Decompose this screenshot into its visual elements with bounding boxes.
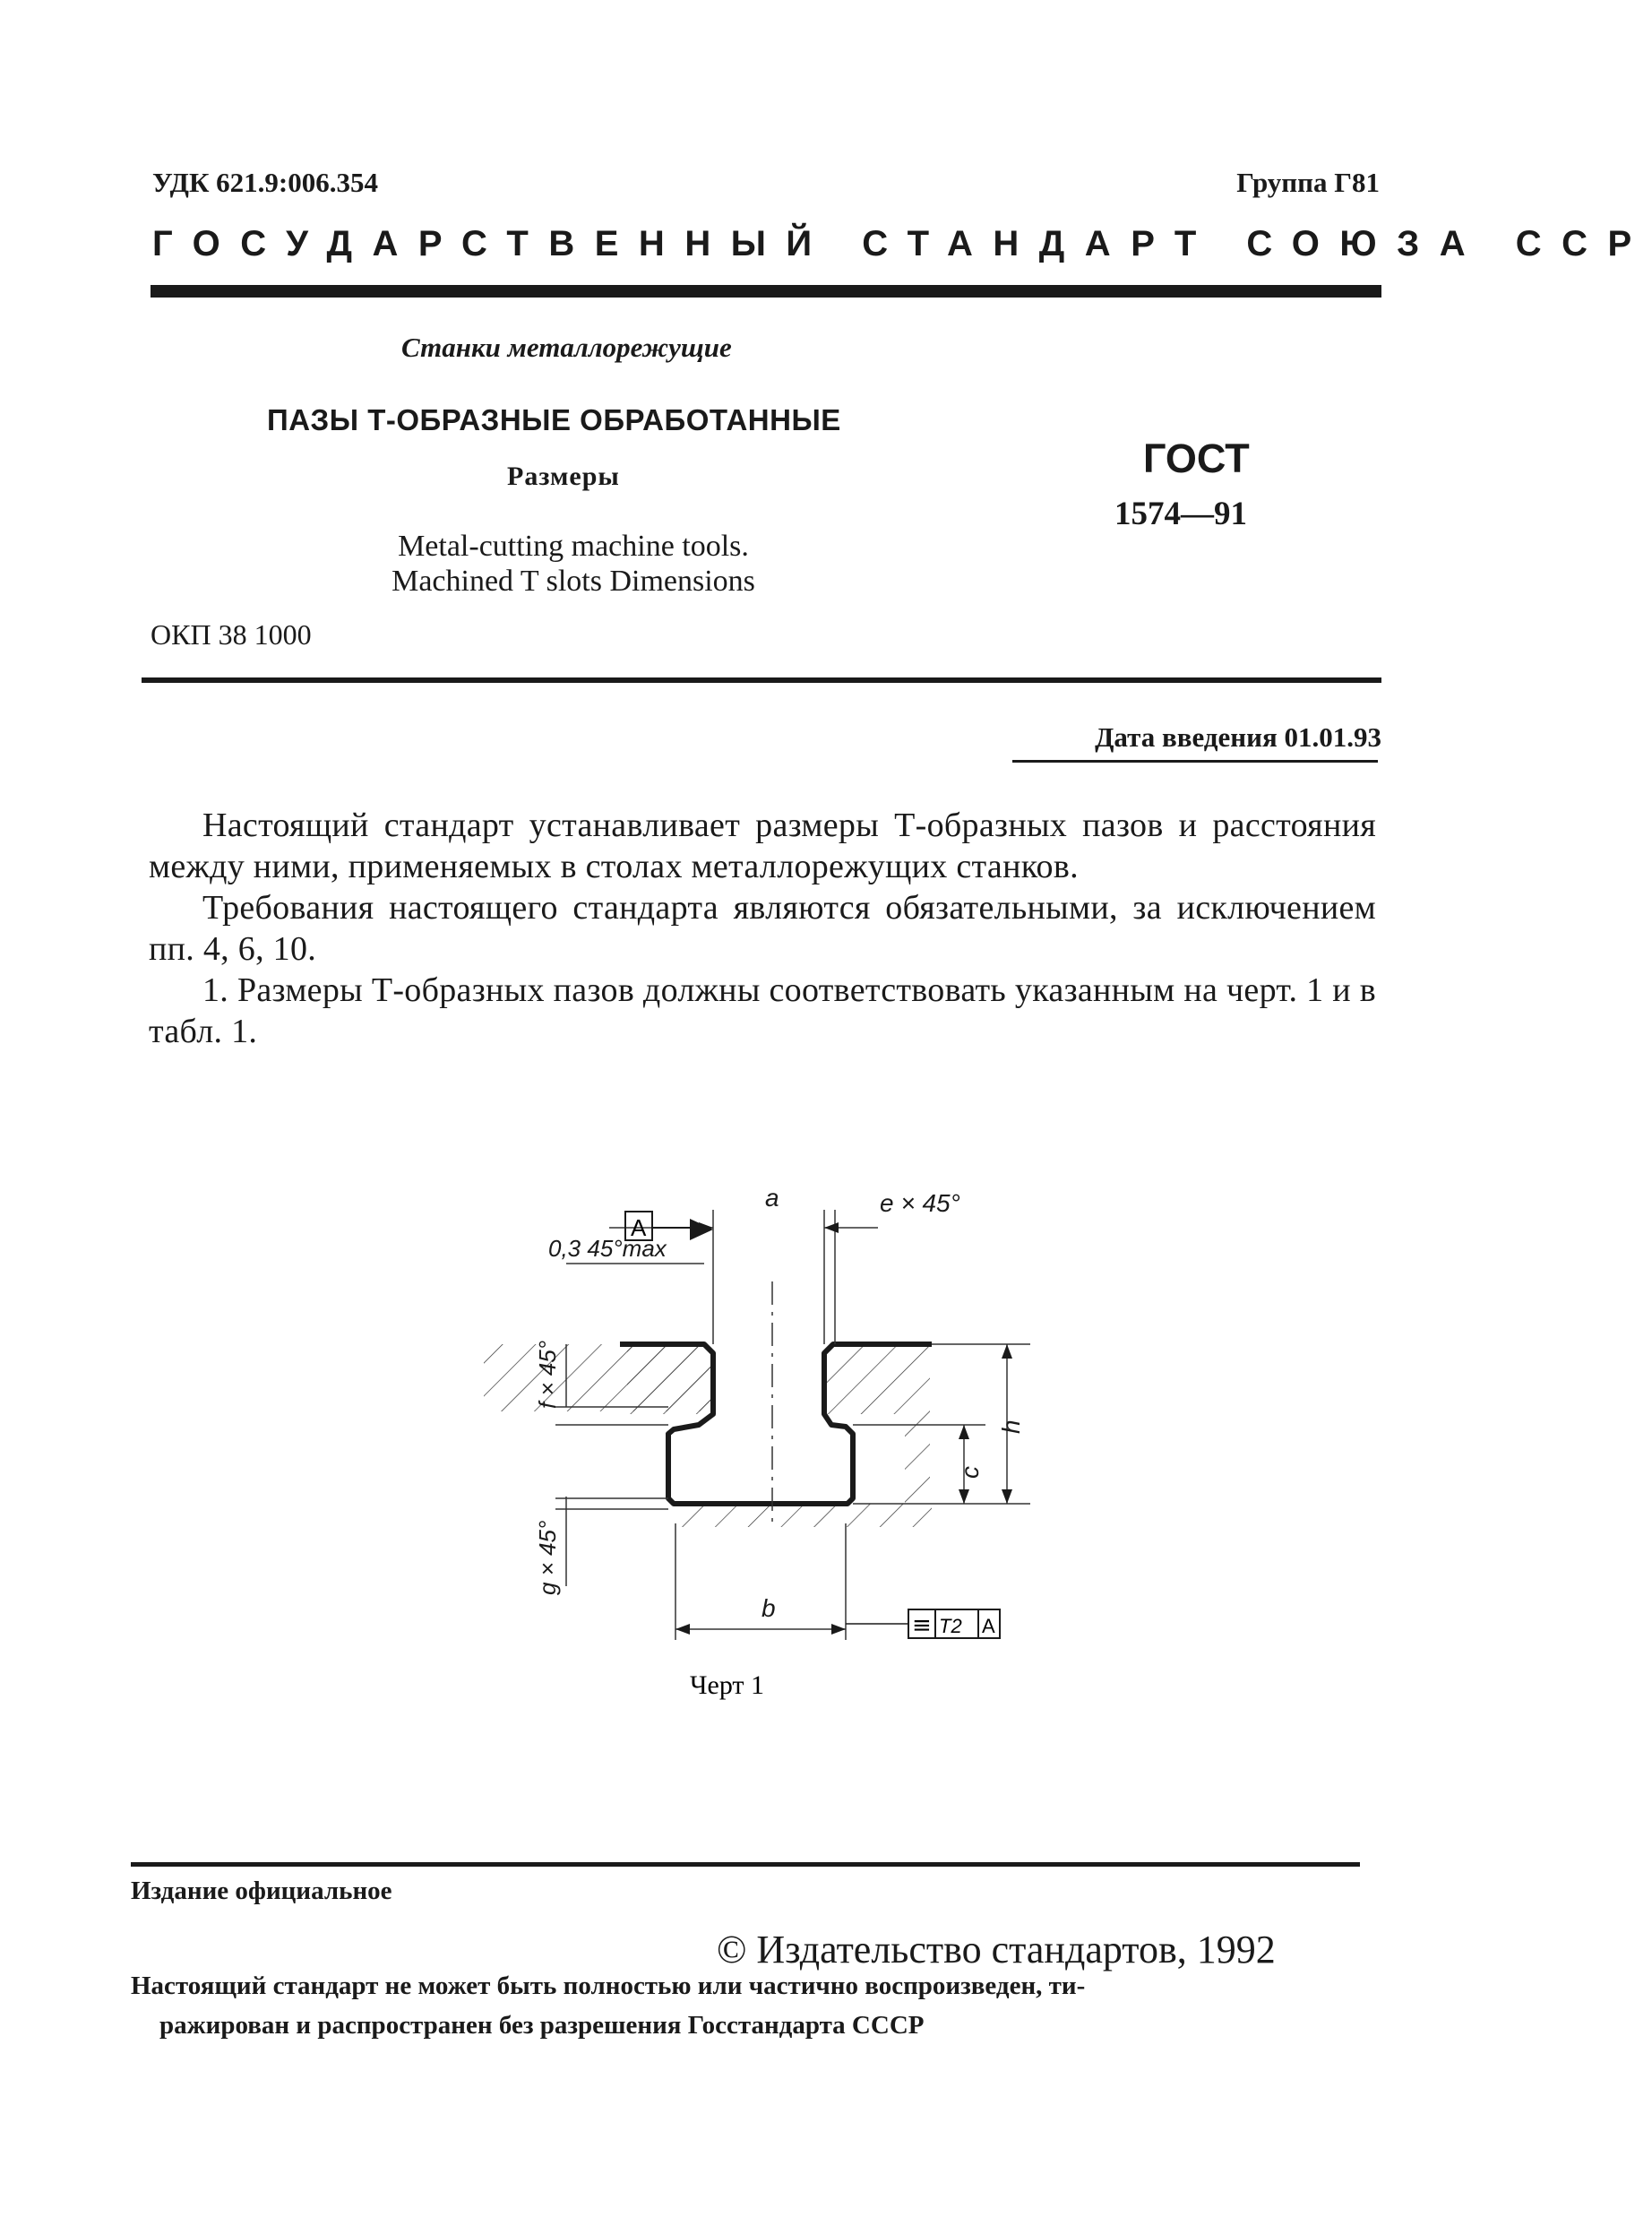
date-underline [1012, 760, 1378, 763]
label-g: g × 45° [534, 1520, 561, 1595]
tolerance-frame [846, 1609, 1000, 1639]
paragraph-scope: Настоящий стандарт устанавливает размеры Т-образных пазов и расстояния между ними, применяемых в столах металлорежущих станков. [149, 807, 1376, 885]
footer-rule [131, 1862, 1360, 1867]
label-c: c [956, 1466, 984, 1479]
drawing-caption: Черт 1 [690, 1670, 765, 1700]
label-f: f × 45° [534, 1340, 561, 1409]
group-code: Группа Г81 [1236, 167, 1380, 198]
edition-label: Издание официальное [131, 1877, 392, 1905]
label-03: 0,3 45°max [548, 1235, 667, 1262]
okp-code: ОКП 38 1000 [151, 618, 312, 651]
subtitle: Станки металлорежущие [401, 332, 732, 363]
state-standard-heading: ГОСУДАРСТВЕННЫЙ СТАНДАРТ СОЮЗА ССР [152, 224, 1652, 263]
notice-line-1: Настоящий стандарт не может быть полностью или частично воспроизведен, ти- [131, 1971, 1086, 2000]
gost-number: 1574—91 [1114, 496, 1247, 532]
paragraph-requirements: Требования настоящего стандарта являются обязательными, за исключением пп. 4, 6, 10. [149, 889, 1376, 968]
gost-label: ГОСТ [1143, 436, 1250, 481]
title-dimensions: Размеры [507, 462, 620, 491]
english-title [349, 529, 797, 599]
document-title: ПАЗЫ Т-ОБРАЗНЫЕ ОБРАБОТАННЫЕ [267, 403, 841, 436]
copyright: © Издательство стандартов, 1992 [717, 1928, 1276, 1971]
notice-line-2: ражирован и распространен без разрешения Госстандарта СССР [159, 2011, 925, 2040]
t-slot-drawing [484, 1165, 1057, 1700]
label-b: b [761, 1594, 776, 1622]
udk-code: УДК 621.9:006.354 [152, 167, 378, 198]
english-title-line-1: Metal-cutting machine tools. [398, 530, 749, 563]
header-rule [151, 285, 1381, 298]
label-a: a [765, 1184, 779, 1212]
paragraph-clause-1: 1. Размеры Т-образных пазов должны соответствовать указанным на черт. 1 и в табл. 1. [149, 971, 1376, 1050]
reproduction-notice [131, 1966, 1367, 2045]
tolerance-datum: A [982, 1615, 995, 1637]
label-h: h [997, 1419, 1025, 1434]
symmetry-icon: ≡ [912, 1612, 932, 1639]
introduction-date: Дата введения 01.01.93 [1095, 721, 1381, 753]
datum-label: A [631, 1214, 647, 1241]
english-title-line-2: Machined T slots Dimensions [391, 565, 755, 598]
t-slot-figure [484, 1165, 1057, 1700]
tolerance-value: T2 [939, 1615, 962, 1637]
datum-triangle [690, 1219, 713, 1240]
title-rule [142, 677, 1381, 683]
label-e: e × 45° [880, 1189, 960, 1217]
body-text [149, 805, 1376, 1052]
